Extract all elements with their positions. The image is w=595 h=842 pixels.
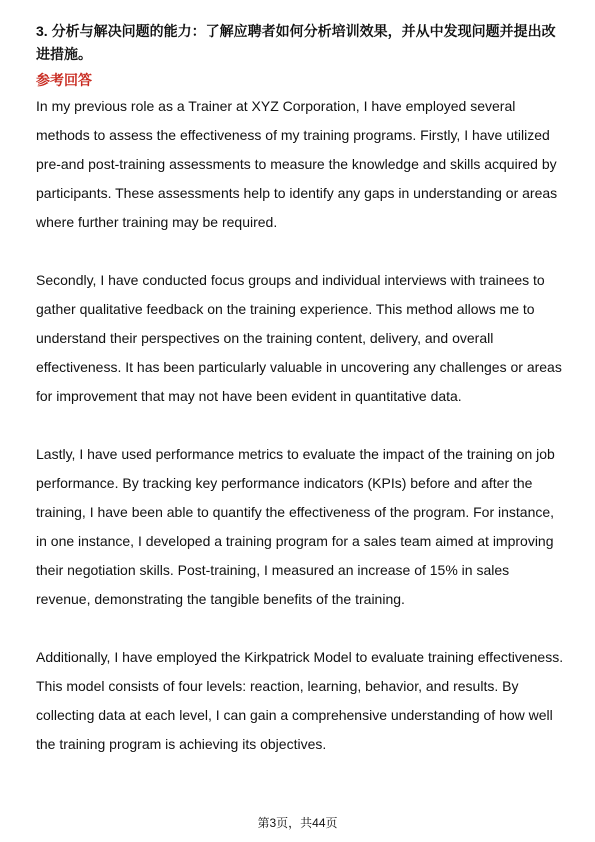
reference-answer-label: 参考回答 bbox=[36, 72, 92, 88]
question-heading: 3. 分析与解决问题的能力：了解应聘者如何分析培训效果，并从中发现问题并提出改进措施。 bbox=[36, 23, 556, 62]
page-number-footer: 第3页，共44页 bbox=[257, 816, 338, 830]
answer-paragraph-2: Secondly, I have conducted focus groups and individual interviews with trainees to gather qualitative feedback on the training experience. This method allows me to understand their perspectives on the training content, delivery, and overall effectiveness. It has been particularly valuable in uncovering any challenges or areas for improvement that may not have been evident in quantitative data. bbox=[36, 272, 562, 404]
answer-paragraph-4: Additionally, I have employed the Kirkpatrick Model to evaluate training effectiveness. This model consists of four levels: reaction, learning, behavior, and results. By collecting data at each level, I can gain a comprehensive understanding of how well the training program is achieving its objectives. bbox=[36, 649, 564, 752]
answer-paragraph-3: Lastly, I have used performance metrics to evaluate the impact of the training on job performance. By tracking key performance indicators (KPIs) before and after the training, I have been able to quantify the effectiveness of the program. For instance, in one instance, I developed a training program for a sales team aimed at improving their negotiation skills. Post-training, I measured an increase of 15% in sales revenue, demonstrating the tangible benefits of the training. bbox=[36, 446, 555, 607]
page-content bbox=[36, 20, 566, 759]
answer-paragraph-1: In my previous role as a Trainer at XYZ Corporation, I have employed several methods to assess the effectiveness of my training programs. Firstly, I have utilized pre-and post-training assessments to measure the knowledge and skills acquired by participants. These assessments help to identify any gaps in understanding or areas where further training may be required. bbox=[36, 98, 558, 230]
